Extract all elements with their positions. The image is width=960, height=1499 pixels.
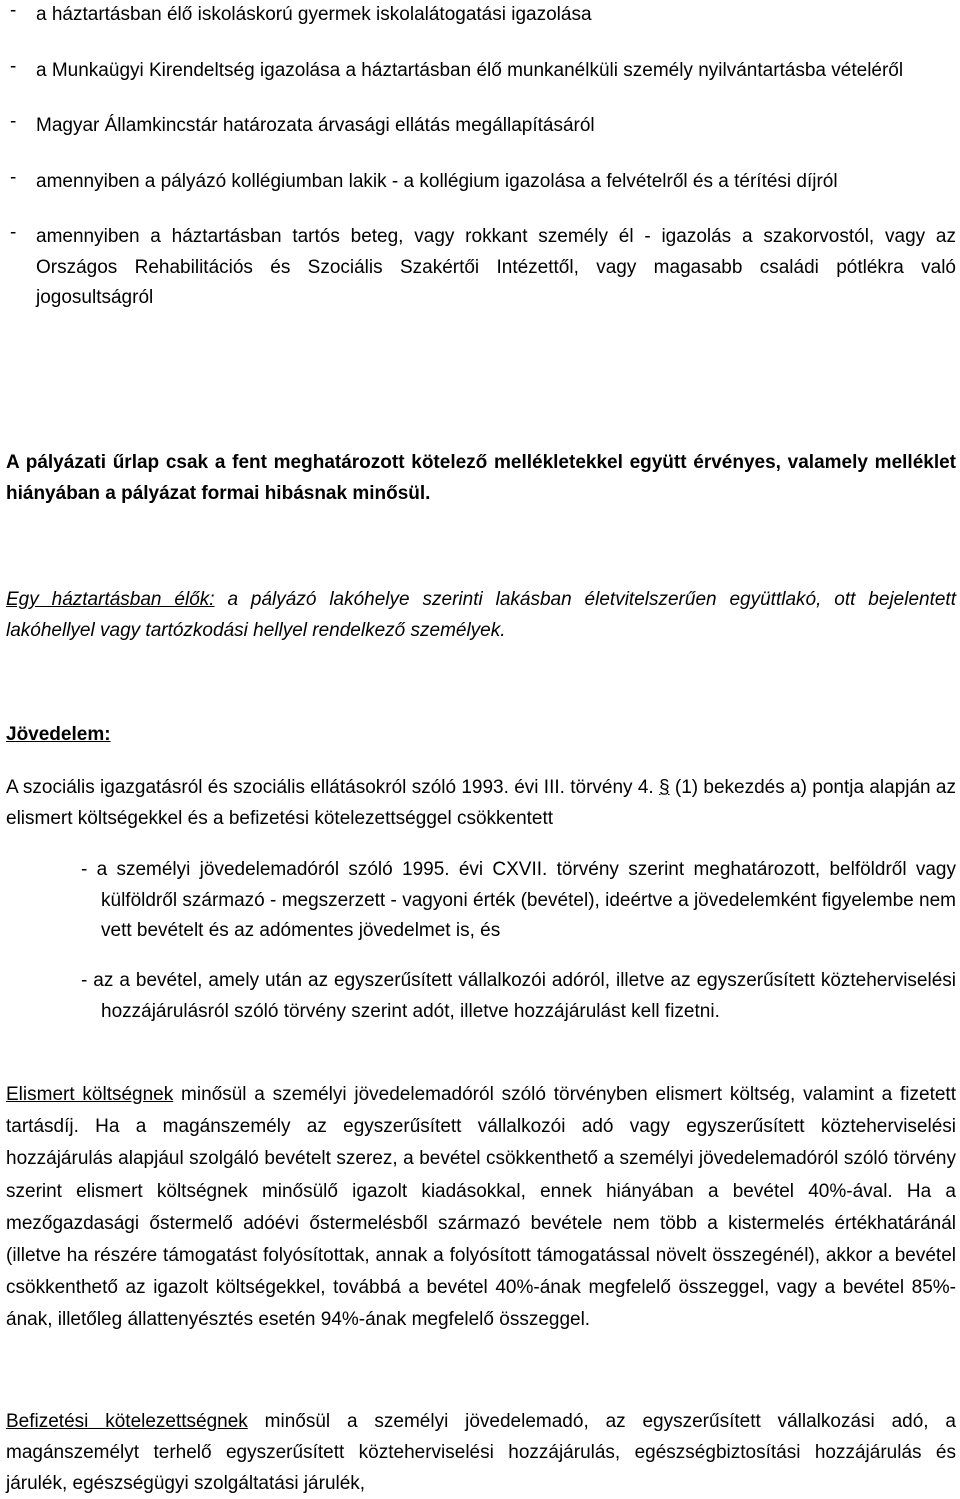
list-item [6, 167, 956, 198]
payment-obligation-paragraph [6, 1406, 956, 1499]
list-item-text: a háztartásban élő iskoláskorú gyermek iskolalátogatási igazolása [36, 4, 592, 25]
recognized-cost-paragraph [6, 1079, 956, 1337]
list-item-text: amennyiben a pályázó kollégiumban lakik - a kollégium igazolása a felvételről és a térítési díjról [36, 170, 838, 192]
income-item: - az a bevétel, amely után az egyszerűsített vállalkozói adóról, illetve az egyszerűsített közteherviselési hozzájárulásról szóló törvény szerint adót, illetve hozzájárulást kell fizetni. [81, 970, 956, 1022]
household-definition [6, 584, 956, 646]
list-dash: - [10, 166, 17, 188]
household-term: Egy háztartásban élők: [6, 589, 215, 610]
list-dash: - [10, 222, 17, 243]
payment-obligation-term: Befizetési kötelezettségnek [6, 1411, 248, 1432]
list-dash: - [10, 55, 17, 77]
validity-warning: A pályázati űrlap csak a fent meghatározott kötelező mellékletekkel együtt érvényes, valamely melléklet hiányában a pályázat formai hibásnak minősül. [6, 452, 956, 504]
recognized-cost-text: minősül a személyi jövedelemadóról szóló törvényben elismert költség, valamint a fizetett tartásdíj. Ha a magánszemély az egyszerűsített vállalkozói adó vagy egyszerűsített közteherviselési hozzájárulás alapjául szolgáló bevételt szerez, a bevétel csökkenthető a személyi jövedelemadóról szóló törvény szerint elismert költségnek minősülő igazolt kiadásokkal, ennek hiányában a bevétel 40%-ával. Ha a mezőgazdasági őstermelő adóévi őstermelésből származó bevétele nem több a kistermelés értékhatáránál (illetve ha részére támogatást folyósítottak, annak a folyósított támogatással növelt összegénél), akkor a bevétel csökkenthető az igazolt költségekkel, továbbá a bevétel 40%-ának megfelelő összeggel, vagy a bevétel 85%-ának, illetőleg állattenyésztés esetén 94%-ának megfelelő összeggel. [6, 1084, 956, 1331]
payment-obligation-text: minősül a személyi jövedelemadó, az egyszerűsített vállalkozási adó, a magánszemélyt terhelő egyszerűsített közteherviselési hozzájárulás, egészségbiztosítási hozzájárulás és járulék, egészségügyi szolgáltatási járulék, [6, 1411, 956, 1494]
list-item [6, 111, 956, 142]
list-item-text: amennyiben a háztartásban tartós beteg, vagy rokkant személy él - igazolás a szakorvostól, vagy az Országos Rehabilitációs és Szociális Szakértői Intézettől, vagy magasabb családi pótlékra való jogosultságról [36, 226, 956, 308]
income-intro-part2: (1) bekezdés a) pontja alapján az elismert költségekkel és a befizetési kötelezettséggel csökkentett [6, 777, 956, 829]
list-dash: - [10, 0, 17, 21]
list-item [6, 0, 956, 31]
attachments-list [6, 0, 956, 314]
list-item-text: Magyar Államkincstár határozata árvasági ellátás megállapításáról [36, 115, 595, 136]
income-heading: Jövedelem: [6, 724, 111, 745]
income-intro [6, 772, 956, 834]
income-item: - a személyi jövedelemadóról szóló 1995. évi CXVII. törvény szerint meghatározott, belföldről vagy külföldről származó - megszerzett - vagyoni érték (bevétel), ideértve a jövedelemként figyelembe nem vett bevételt és az adómentes jövedelmet is, és [81, 859, 956, 941]
list-item [6, 56, 956, 87]
section-sign: § [659, 777, 670, 798]
list-dash: - [10, 111, 17, 132]
household-text: a pályázó lakóhelye szerinti lakásban életvitelszerűen együttlakó, ott bejelentett lakóhellyel vagy tartózkodási hellyel rendelkező személyek. [6, 589, 956, 641]
list-item [6, 222, 956, 314]
recognized-cost-term: Elismert költségnek [6, 1084, 174, 1105]
income-intro-part1: A szociális igazgatásról és szociális ellátásokról szóló 1993. évi III. törvény 4. [6, 777, 659, 798]
list-item-text: a Munkaügyi Kirendeltség igazolása a háztartásban élő munkanélküli személy nyilvántartásba vételéről [36, 59, 904, 81]
